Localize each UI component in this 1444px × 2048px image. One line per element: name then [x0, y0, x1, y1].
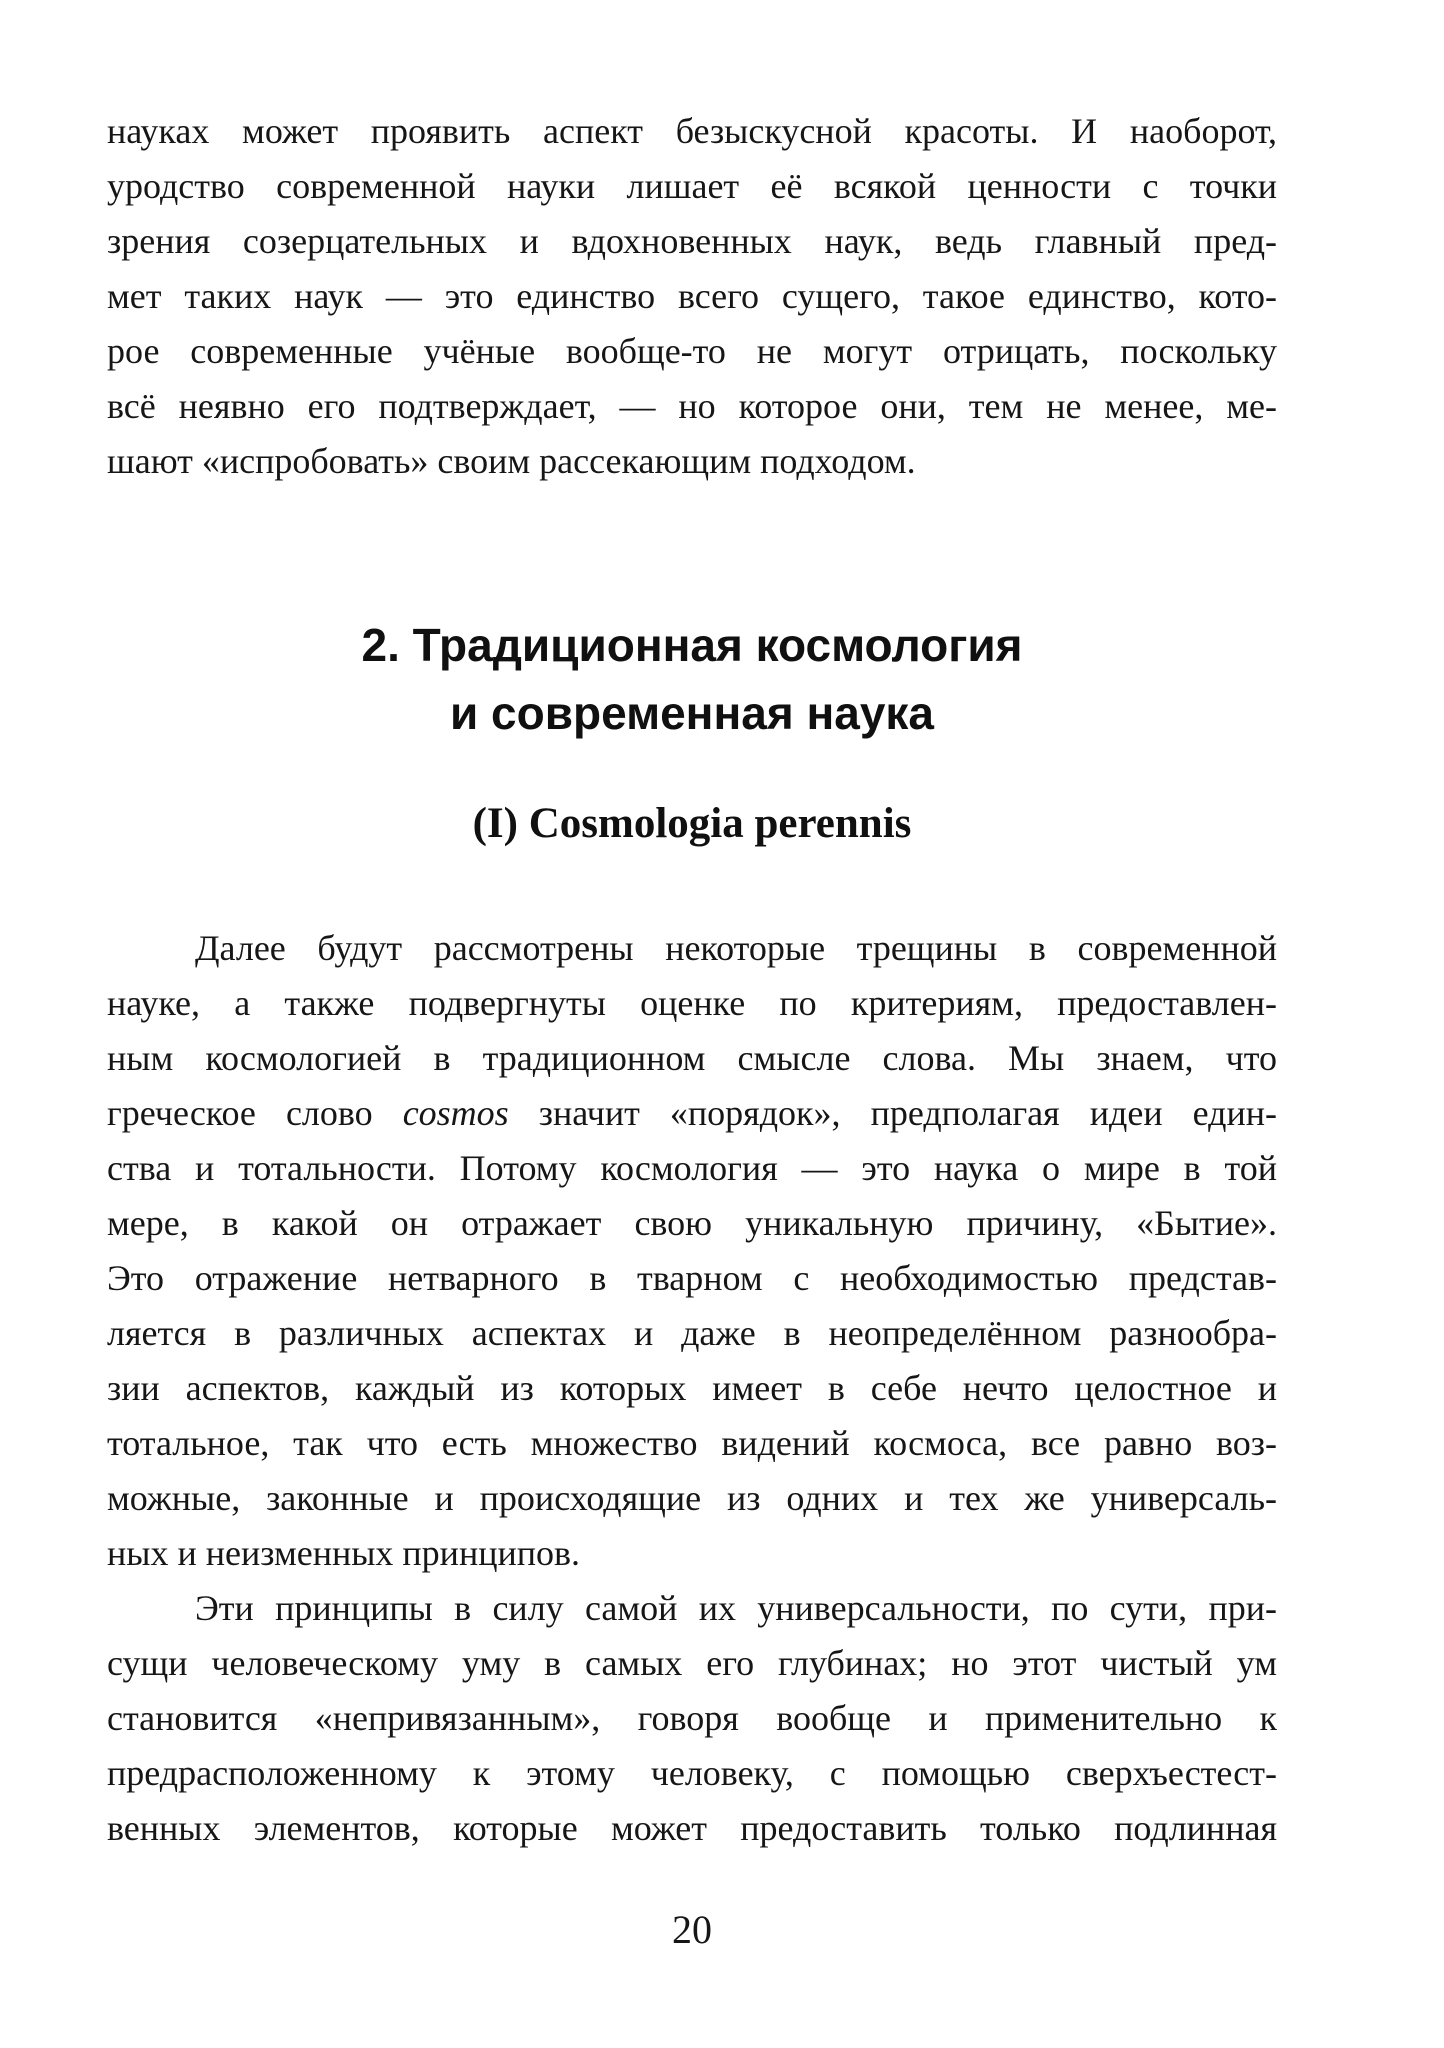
text-line: греческое слово cosmos значит «порядок», предполагая идеи един-: [107, 1093, 1277, 1133]
text-line: тотальное, так что есть множество видений космоса, все равно воз-: [107, 1423, 1277, 1463]
page-number: 20: [672, 1907, 712, 1952]
text-line: предрасположенному к этому человеку, с помощью сверхъестест-: [107, 1753, 1277, 1793]
text-line: можные, законные и происходящие из одних и тех же универсаль-: [107, 1478, 1277, 1518]
italic-term: cosmos: [402, 1093, 509, 1133]
text-line: мет таких наук — это единство всего сущего, такое единство, кото-: [107, 276, 1277, 316]
text-line: ства и тотальности. Потому космология — это наука о мире в той: [107, 1148, 1277, 1188]
text-line: ляется в различных аспектах и даже в неопределённом разнообра-: [107, 1313, 1277, 1353]
text-line: ных и неизменных принципов.: [107, 1533, 581, 1573]
text-line: мере, в какой он отражает свою уникальную причину, «Бытие».: [107, 1203, 1277, 1243]
text-line: уродство современной науки лишает её всякой ценности с точки: [107, 166, 1277, 206]
text-line: науке, а также подвергнуты оценке по критериям, предоставлен-: [107, 983, 1277, 1023]
paragraph-continuation: [107, 104, 1277, 489]
text-line: сущи человеческому уму в самых его глубинах; но этот чистый ум: [107, 1643, 1277, 1683]
text-line: зрения созерцательных и вдохновенных наук, ведь главный пред-: [107, 221, 1277, 261]
text-line: шают «испробовать» своим рассекающим подходом.: [107, 441, 916, 481]
section-heading-line-1: 2. Традиционная космология: [361, 619, 1023, 671]
text-line: зии аспектов, каждый из которых имеет в себе нечто целостное и: [107, 1368, 1277, 1408]
paragraph: [107, 1581, 1277, 1856]
text-line: становится «непривязанным», говоря вообще и применительно к: [107, 1698, 1277, 1738]
paragraph: [107, 921, 1277, 1581]
text-line: Эти принципы в силу самой их универсальности, по сути, при-: [195, 1588, 1277, 1628]
text-line: науках может проявить аспект безыскусной красоты. И наоборот,: [107, 111, 1277, 151]
text-line: ным космологией в традиционном смысле слова. Мы знаем, что: [107, 1038, 1277, 1078]
text-line: Это отражение нетварного в тварном с необходимостью представ-: [107, 1258, 1277, 1298]
subsection-heading: (I) Cosmologia perennis: [472, 800, 912, 847]
text-line: венных элементов, которые может предоставить только подлинная: [107, 1808, 1277, 1848]
section-heading: [107, 611, 1277, 747]
text-line: Далее будут рассмотрены некоторые трещины в современной: [195, 928, 1277, 968]
text-line: всё неявно его подтверждает, — но которое они, тем не менее, ме-: [107, 386, 1277, 426]
page-content: [107, 104, 1277, 1856]
section-heading-line-2: и современная наука: [449, 687, 935, 739]
text-line: рое современные учёные вообще-то не могут отрицать, поскольку: [107, 331, 1277, 371]
